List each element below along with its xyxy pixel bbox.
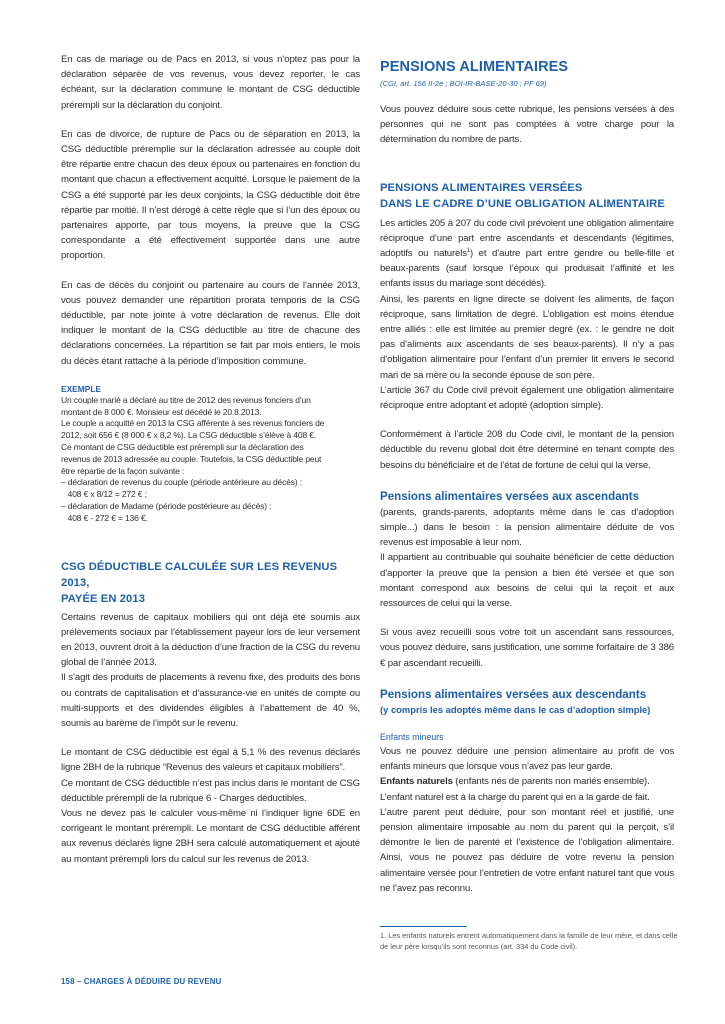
example-lines [61, 395, 360, 525]
paragraph-article-367: L’article 367 du Code civil prévoit également une obligation alimentaire réciproque entre adoptant et adopté (adoption simple). [380, 384, 674, 412]
footnote-marker: 1 [466, 247, 471, 254]
section-title-line-1: PENSIONS ALIMENTAIRES VERSÉES [380, 181, 583, 194]
section-obligation-alimentaire [380, 180, 674, 212]
example-title: EXEMPLE [61, 383, 102, 394]
section-subtitle-descendants: (y compris les adoptés même dans le cas d’adoption simple) [380, 703, 651, 715]
example-line: Le couple a acquitté en 2013 la CSG afférente à ses revenus fonciers de [61, 418, 325, 429]
term-enfants-naturels: Enfants naturels [380, 776, 453, 788]
paragraph-preuve: Il appartient au contribuable qui souhaite bénéficier de cette déduction d’apporter la preuve que la pension a bien été versée et que son montant correspond aux besoins de celui qui la reçoit et aux ressources de celui qui la verse. [380, 552, 674, 610]
paragraph-capitaux-mobiliers: Certains revenus de capitaux mobiliers qui ont déjà été soumis aux prélèvements sociaux par l’établissement payeur lors de leur versement en 2013, ouvrent droit à la déduction d’une fraction de la CSG du revenu global de l’année 2013. [61, 611, 360, 669]
paragraph-autre-parent: L’autre parent peut déduire, pour son montant réel et justifié, une pension alimentaire imposable au nom du parent qui la perçoit, s’il démontre le lien de parenté et l’existence de l’obligation alimentaire. Ainsi, vous ne pouvez pas déduire de votre revenu la pension alimentaire versée pour l’entretien de votre enfant naturel tant que vous ne l’avez pas reconnu. [380, 806, 674, 894]
example-line: 2012, soit 656 € (8 000 € x 8,2 %). La CSG déductible s’élève à 408 €. [61, 430, 317, 441]
example-line: Un couple marié a déclaré au titre de 2012 des revenus fonciers d’un [61, 394, 311, 405]
example-box [61, 383, 360, 525]
paragraph-intro: Vous pouvez déduire sous cette rubrique, les pensions versées à des personnes qui ne sont pas comptées à votre charge pour la détermination du nombre de parts. [380, 104, 674, 146]
paragraph-ascendants-besoin: (parents, grands-parents, adoptants même dans le cas d’adoption simple...) dans le besoin : la pension alimentaire déduite de vos revenus est imposable à leur nom. [380, 506, 674, 549]
paragraph-enfants-mineurs: Vous ne pouvez déduire une pension alimentaire au profit de vos enfants mineurs que lorsque vous n’avez pas leur garde. [380, 745, 674, 773]
paragraph-divorce: En cas de divorce, de rupture de Pacs ou de séparation en 2013, la CSG déductible préremplie sur la déclaration adressée au couple doit être répartie entre chacun des deux époux ou partenaires en fonction du montant que chacun a effectivement acquitté. Lorsque le paiement de la CSG a été supporté par les deux conjoints, la CSG déductible doit être répartie par moitié. Il n’est dérogé à cette règle que si l’un des époux ou partenaires apporte, par tous moyens, la preuve que la CSG correspondante a été effectivement supportée dans une autre proportion. [61, 128, 360, 262]
paragraph-articles-code-civil [380, 216, 674, 292]
running-title: CHARGES À DÉDUIRE DU REVENU [83, 977, 222, 986]
paragraph-calcul-automatique: Vous ne devez pas le calculer vous-même ni l’indiquer ligne 6DE en corrigeant le montant prérempli. Le montant de CSG déductible afférent aux revenus déclarés ligne 2BH sera calculé automatiquement et ajouté au montant prérempli lors du calcul sur les revenus de 2013. [61, 808, 360, 865]
example-line: Ce montant de CSG déductible est prérempli sur la déclaration des [61, 442, 304, 453]
section-title-line-2: DANS LE CADRE D’UNE OBLIGATION ALIMENTAIRE [380, 197, 665, 210]
paragraph-forfait: Si vous avez recueilli sous votre toit un ascendant sans ressources, vous pouvez déduire, sans justification, une somme forfaitaire de 3 386 € par ascendant recueilli. [380, 627, 674, 669]
definition-enfants-naturels: (enfants nés de parents non mariés ensemble). [452, 776, 650, 788]
paragraph-mariage-pacs: En cas de mariage ou de Pacs en 2013, si vous n’optez pas pour la déclaration séparée de vos revenus, vous devez reporter, le cas échéant, sur la déclaration commune le montant de CSG déductible prérempli sur la déclaration du conjoint. [61, 54, 360, 111]
example-line: 408 € - 272 € = 136 €. [61, 512, 148, 523]
section-csg-2013 [61, 559, 360, 607]
kicker-enfants-mineurs: Enfants mineurs [380, 731, 444, 742]
section-title-line-2: PAYÉE EN 2013 [61, 592, 146, 605]
page-title: PENSIONS ALIMENTAIRES [380, 59, 569, 75]
example-line: revenus de 2013 adressée au couple. Toutefois, la CSG déductible peut [61, 453, 322, 464]
paragraph-non-inclus: Ce montant de CSG déductible n’est pas inclus dans le montant de CSG déductible prérempli de la rubrique 6 - Charges déductibles. [61, 777, 360, 804]
example-line: être répartie de la façon suivante : [61, 465, 185, 476]
footnote-divider [380, 926, 467, 927]
left-column [61, 50, 360, 867]
example-line: montant de 8 000 €. Monsieur est décédé le 20.8.2013. [61, 406, 262, 417]
section-title-descendants: Pensions alimentaires versées aux descendants [380, 687, 647, 701]
text-part-a: Les articles 205 à 207 du code civil prévoient une obligation alimentaire réciproque d’une part entre ascendants et descendants (légitimes, adoptifs ou naturels [380, 217, 674, 260]
paragraph-parents-ligne-directe: Ainsi, les parents en ligne directe se doivent les aliments, de façon réciproque, sans limitation de degré. L’obligation est moins étendue entre alliés : elle est limitée au premier degré (ex. : le gendre ne doit pas d’aliments aux ascendants de ses beaux-parents). Il n’y a pas d’obligation alimentaire pour l’enfant d’un premier lit envers le second mari de sa mère ou la seconde épouse de son père. [380, 293, 674, 381]
page-footer [61, 977, 221, 986]
footnote: 1. Les enfants naturels entrent automatiquement dans la famille de leur mère, et dans celle de leur père lorsqu’ils sont reconnus (art. 334 du Code civil). [380, 931, 678, 951]
paragraph-article-208: Conformément à l’article 208 du Code civil, le montant de la pension déductible du revenu global doit être déterminé en tenant compte des besoins du bénéficiaire et de l’état de fortune de celui qui la verse. [380, 429, 674, 471]
example-line: 408 € x 8/12 = 272 € ; [61, 489, 147, 500]
paragraph-deces: En cas de décès du conjoint ou partenaire au cours de l’année 2013, vous pouvez demander une répartition prorata temporis de la CSG déductible, par note jointe à votre déclaration de revenus. Elle doit indiquer le montant de la CSG déductible au titre de chacune des déclarations concernées. La répartition se fait par mois entiers, le mois du décès étant rattaché à la période d’imposition commune. [61, 279, 360, 367]
paragraph-garde-de-fait: L’enfant naturel est à la charge du parent qui en a la garde de fait. [380, 791, 650, 803]
text-part-b: ) et d’autre part entre gendre ou belle-fille et beaux-parents (sauf lorsque l’époux qui produisait l’affinité et les enfants issus du mariage sont décédés). [380, 248, 674, 290]
example-line: – déclaration de revenus du couple (période antérieure au décès) : [61, 477, 303, 488]
right-column [380, 50, 674, 896]
paragraph-montant-csg: Le montant de CSG déductible est égal à 5,1 % des revenus déclarés ligne 2BH de la rubrique “Revenus des valeurs et capitaux mobiliers”. [61, 747, 360, 774]
paragraph-enfants-naturels [380, 774, 674, 789]
paragraph-produits-placements: Il s’agit des produits de placements à revenu fixe, des produits des bons ou contrats de capitalisation et d’assurance-vie en unités de compte ou multi-supports et des dividendes éligibles à l’abattement de 40 %, soumis au barème de l’impôt sur le revenu. [61, 672, 360, 730]
example-line: – déclaration de Madame (période postérieure au décès) : [61, 501, 272, 512]
page-number: 158 [61, 977, 75, 986]
section-title-ascendants: Pensions alimentaires versées aux ascendants [380, 489, 640, 503]
legal-reference: (CGI, art. 156 II-2e ; BOI-IR-BASE-20-30 ; PF 69) [380, 79, 547, 88]
footer-separator: – [76, 977, 82, 986]
section-title-line-1: CSG DÉDUCTIBLE CALCULÉE SUR LES REVENUS 2013, [61, 560, 338, 589]
